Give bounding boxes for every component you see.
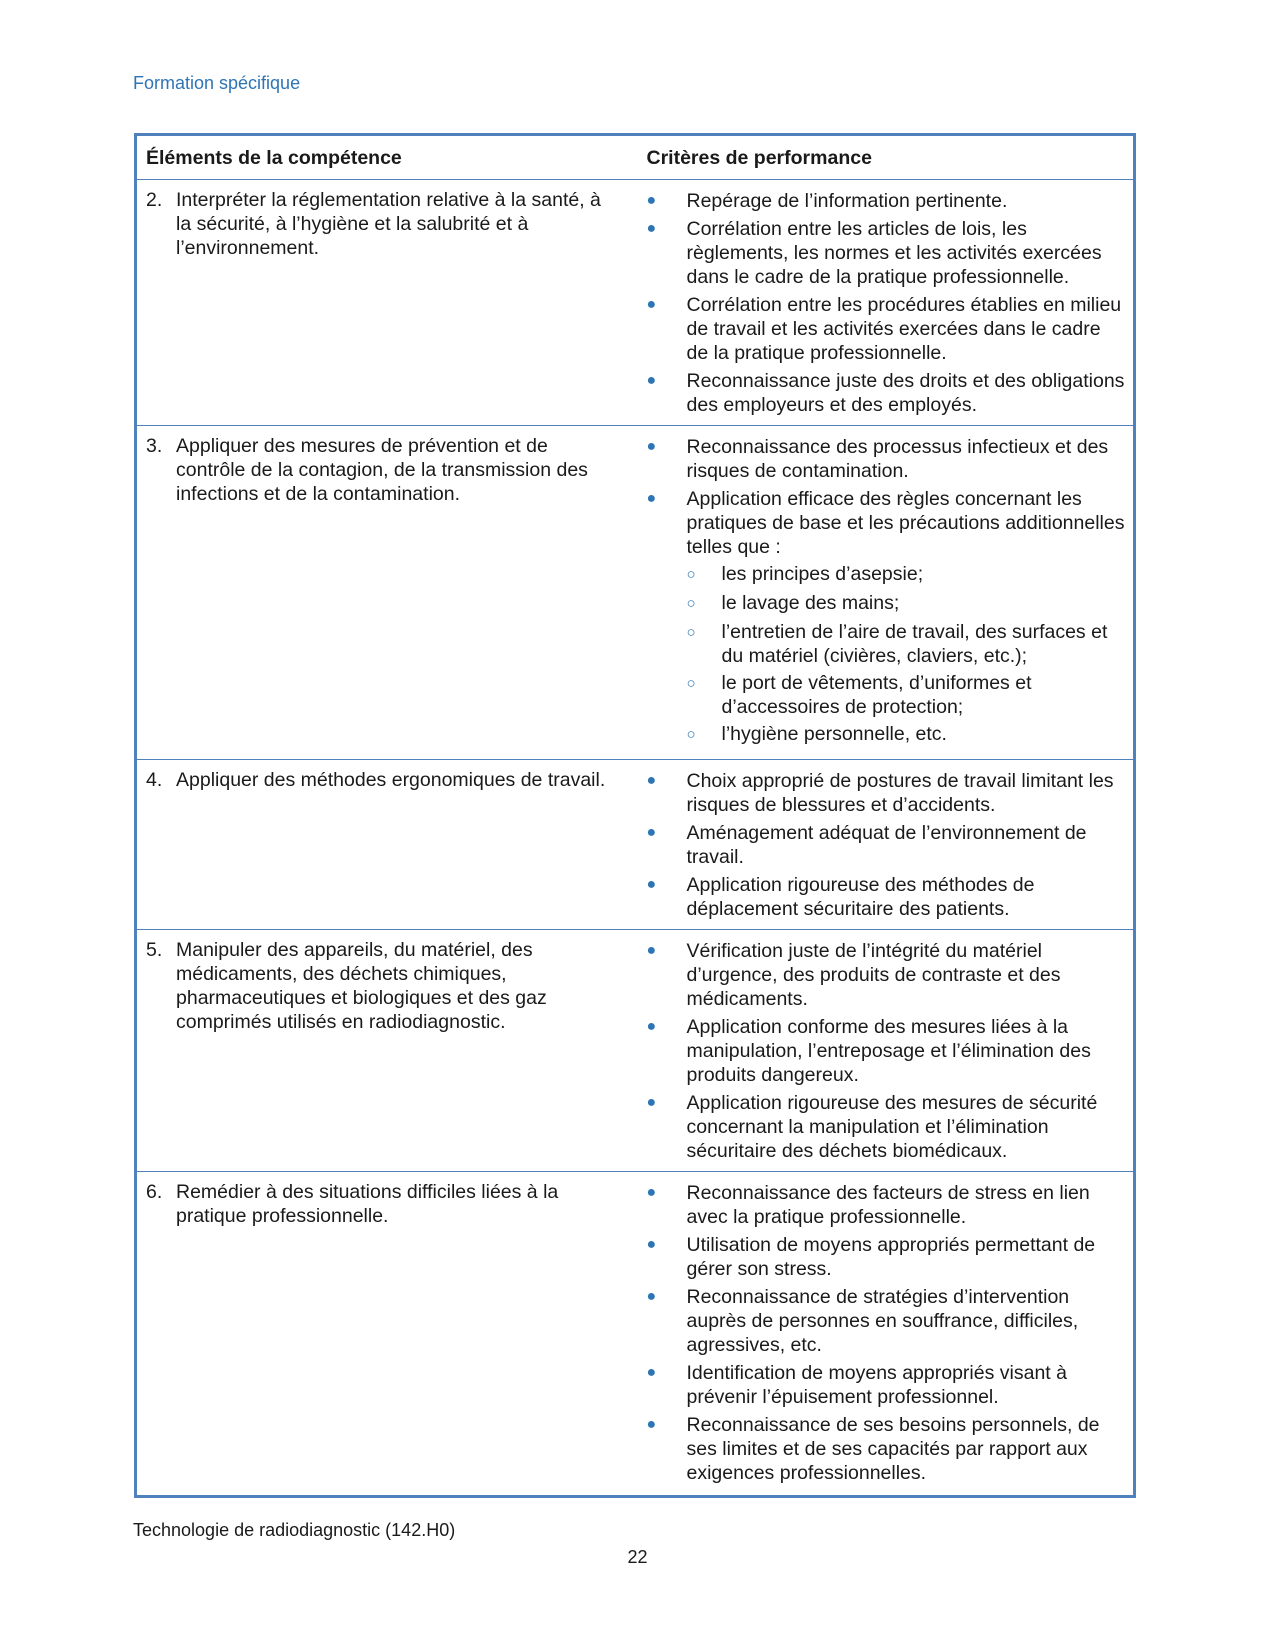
list-item: ● Repérage de l’information pertinente. [644,189,1126,213]
element-cell [137,180,638,260]
element-number: 2. [146,189,163,211]
list-item: ● Corrélation entre les articles de lois, les règlements, les normes et les activités exercées dans le cadre de la pratique professionnelle. [644,217,1126,289]
bullet-icon: ● [646,372,657,389]
table-header-row [136,135,1135,180]
bullet-icon: ● [646,1416,657,1433]
bullet-icon: ● [646,1094,657,1111]
element-cell [137,760,638,792]
list-item: ● Reconnaissance des facteurs de stress en lien avec la pratique professionnelle. [644,1181,1126,1229]
bullet-icon: ● [646,220,657,237]
bullet-icon: ● [646,192,657,209]
bullet-icon: ● [646,438,657,455]
element-number: 4. [146,769,163,791]
bullet-icon: ● [646,1018,657,1035]
circle-bullet-icon: ○ [686,726,696,743]
element-text: Remédier à des situations difficiles liées à la pratique professionnelle. [176,1181,559,1227]
column-header-criteria: Critères de performance [638,135,1135,180]
list-item: ● Application efficace des règles concernant les pratiques de base et les précautions additionnelles telles que : ○ les principes d’asepsie; ○ le lavage des mains; ○ l’entretien de l’aire de travail, des surfaces et du matériel (civières, claviers, etc.); ○ le port de vêtements, d’uniformes et d’accessoires de protection; ○ l’hygiène personnelle, etc. [644,487,1126,751]
bullet-icon: ● [646,876,657,893]
list-item: ● Vérification juste de l’intégrité du matériel d’urgence, des produits de contraste et des médicaments. [644,939,1126,1011]
table-row [136,426,1135,760]
table-row [136,1172,1135,1497]
list-item: ● Reconnaissance de stratégies d’intervention auprès de personnes en souffrance, difficiles, agressives, etc. [644,1285,1126,1357]
bullet-icon: ● [646,1288,657,1305]
list-item: ● Choix approprié de postures de travail limitant les risques de blessures et d’accidents. [644,769,1126,817]
column-header-elements: Éléments de la compétence [136,135,638,180]
list-item: ● Reconnaissance juste des droits et des obligations des employeurs et des employés. [644,369,1126,417]
element-text: Appliquer des méthodes ergonomiques de travail. [176,769,606,791]
bullet-icon: ● [646,1364,657,1381]
table-row [136,930,1135,1172]
sub-criteria-list [687,562,1126,748]
sub-list-item: ○ le port de vêtements, d’uniformes et d’accessoires de protection; [686,672,1032,718]
element-cell [137,1172,638,1228]
list-item: ● Application rigoureuse des méthodes de déplacement sécuritaire des patients. [644,873,1126,921]
list-item: ● Application conforme des mesures liées à la manipulation, l’entreposage et l’élimination des produits dangereux. [644,1015,1126,1087]
criteria-list [638,760,1134,929]
circle-bullet-icon: ○ [686,566,696,583]
element-text: Appliquer des mesures de prévention et de contrôle de la contagion, de la transmission des infections et de la contamination. [176,435,588,505]
element-cell [137,426,638,506]
element-number: 5. [146,939,163,961]
list-item: ● Reconnaissance des processus infectieux et des risques de contamination. [644,435,1126,483]
sub-list-item: ○ les principes d’asepsie; [687,562,1126,588]
criteria-list [638,930,1134,1171]
section-header: Formation spécifique [133,73,301,93]
sub-list-item: ○ le lavage des mains; [687,591,1126,617]
element-cell [137,930,638,1034]
list-item: ● Identification de moyens appropriés visant à prévenir l’épuisement professionnel. [644,1361,1126,1409]
list-item: ● Application rigoureuse des mesures de sécurité concernant la manipulation et l’élimination sécuritaire des déchets biomédicaux. [644,1091,1126,1163]
circle-bullet-icon: ○ [686,624,696,641]
sub-list-item: ○ l’hygiène personnelle, etc. [687,722,1126,748]
sub-list-item: ○ l’entretien de l’aire de travail, des surfaces et du matériel (civières, claviers, etc.); [686,621,1108,667]
bullet-icon: ● [646,296,657,313]
element-number: 6. [146,1181,163,1203]
criteria-list [638,426,1134,759]
bullet-icon: ● [646,942,657,959]
bullet-icon: ● [646,824,657,841]
list-item: ● Utilisation de moyens appropriés permettant de gérer son stress. [644,1233,1126,1281]
list-item: ● Aménagement adéquat de l’environnement de travail. [644,821,1126,869]
bullet-icon: ● [646,490,657,507]
table-row [136,760,1135,930]
table-row [136,180,1135,426]
criteria-list [638,1172,1134,1493]
element-text: Interpréter la réglementation relative à la santé, à la sécurité, à l’hygiène et la salubrité et à l’environnement. [176,189,601,259]
bullet-icon: ● [646,1184,657,1201]
list-item: ● Corrélation entre les procédures établies en milieu de travail et les activités exercées dans le cadre de la pratique professionnelle. [644,293,1126,365]
circle-bullet-icon: ○ [686,675,696,692]
element-text: Manipuler des appareils, du matériel, des médicaments, des déchets chimiques, pharmaceutiques et biologiques et des gaz comprimés utilisés en radiodiagnostic. [176,939,547,1033]
element-number: 3. [146,435,163,457]
footer-program: Technologie de radiodiagnostic (142.H0) [133,1520,456,1540]
competence-table [134,133,1136,1498]
bullet-icon: ● [646,1236,657,1253]
criteria-list [638,180,1134,425]
list-item: ● Reconnaissance de ses besoins personnels, de ses limites et de ses capacités par rapport aux exigences professionnelles. [644,1413,1126,1485]
page-number: 22 [627,1547,648,1567]
bullet-icon: ● [646,772,657,789]
circle-bullet-icon: ○ [686,595,696,612]
